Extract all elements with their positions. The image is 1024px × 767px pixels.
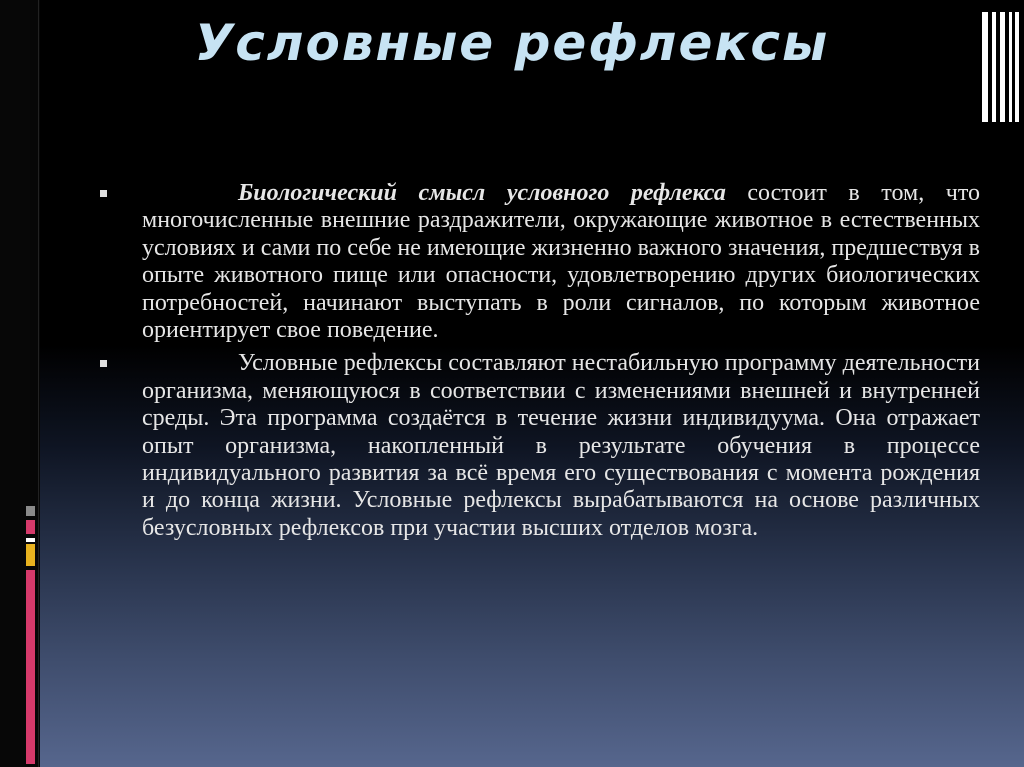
title-bar-1 bbox=[982, 12, 988, 122]
accent-bar-magenta-long bbox=[26, 570, 35, 764]
accent-bar-white bbox=[26, 538, 35, 542]
bullet-square-icon bbox=[100, 190, 107, 197]
bullet-1-text: состоит в том, что многочисленные внешние раздражители, окружающие животное в естественных условиях и сами по себе не имеющие жизненно важного значения, предшествуя в опыте животного пище или опасности, удовлетворению других биологических потребностей, начинают выступать в роли сигналов, по которым животное ориентирует свое поведение. bbox=[142, 180, 981, 344]
slide-content bbox=[100, 180, 980, 548]
bullet-square-icon bbox=[100, 360, 107, 367]
bullet-item-2 bbox=[100, 350, 980, 542]
left-strip-divider bbox=[38, 0, 39, 767]
bullet-2-text: Условные рефлексы составляют нестабильную программу деятельности организма, меняющуюся в соответствии с изменениями внешней и внутренней среды. Эта программа создаётся в течение жизни индивидуума. Она отражает опыт организма, накопленный в результате обучения в процессе индивидуального развития за всё время его существования с момента рождения и до конца жизни. Условные рефлексы вырабатываются на основе различных безусловных рефлексов при участии высших отделов мозга. bbox=[142, 350, 980, 541]
title-bar-3 bbox=[1000, 12, 1005, 122]
bullet-1-emphasis: Биологический смысл условного рефлекса bbox=[238, 180, 726, 206]
left-accent-bars bbox=[26, 506, 38, 764]
bullet-item-1 bbox=[100, 180, 980, 344]
title-bar-4 bbox=[1009, 12, 1012, 122]
accent-bar-yellow bbox=[26, 544, 35, 566]
accent-bar-gray bbox=[26, 506, 35, 516]
accent-bar-magenta bbox=[26, 520, 35, 534]
title-bar-2 bbox=[992, 12, 996, 122]
title-decoration-bars bbox=[982, 12, 1022, 122]
slide-title: Условные рефлексы bbox=[194, 14, 830, 72]
title-bar-5 bbox=[1015, 12, 1019, 122]
